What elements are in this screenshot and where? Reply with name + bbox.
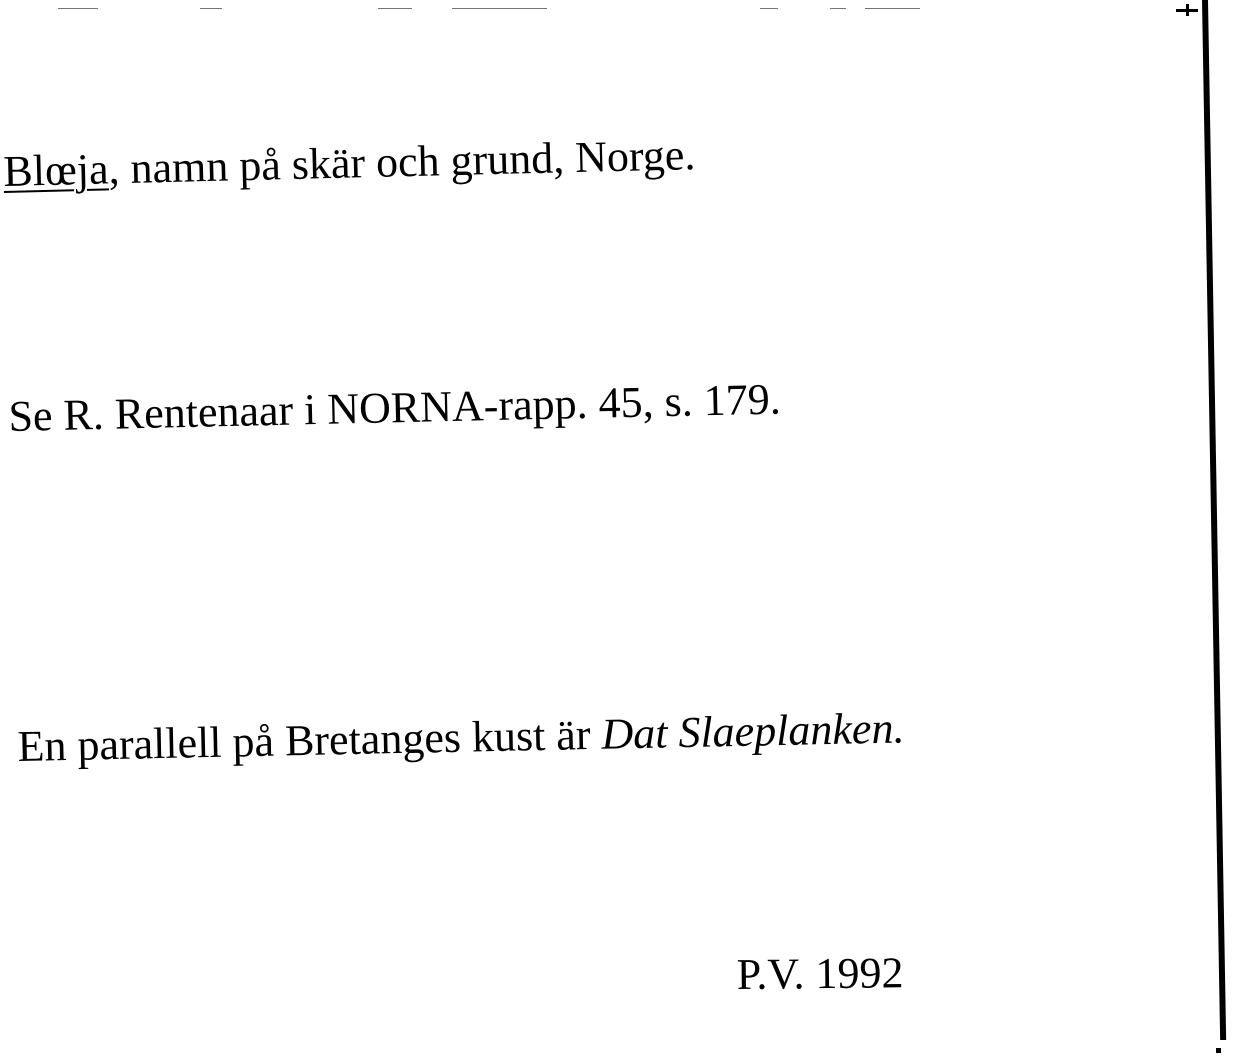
entry-line: [2, 130, 696, 196]
scan-dot: [1216, 1048, 1221, 1053]
scan-artifact-7: [865, 8, 920, 9]
scan-artifact-5: [760, 8, 778, 9]
scan-artifact-1: [58, 8, 98, 9]
entry-headword: Blœja: [2, 144, 110, 196]
reference-line: Se R. Rentenaar i NORNA-rapp. 45, s. 179.: [7, 374, 782, 441]
scan-artifact-3: [378, 8, 412, 9]
signature-line: P.V. 1992: [736, 948, 904, 999]
entry-definition: , namn på skär och grund, Norge.: [107, 130, 696, 194]
scan-artifact-4: [452, 8, 547, 9]
right-margin-rule: [1202, 0, 1226, 1040]
parallel-line: [17, 703, 905, 771]
parallel-prefix: En parallell på Bretanges kust är: [17, 709, 602, 771]
crop-mark-icon: [1176, 4, 1198, 16]
scan-artifact-2: [200, 8, 222, 9]
scan-artifact-6: [830, 8, 846, 9]
parallel-title: Dat Slaeplanken.: [600, 703, 905, 759]
